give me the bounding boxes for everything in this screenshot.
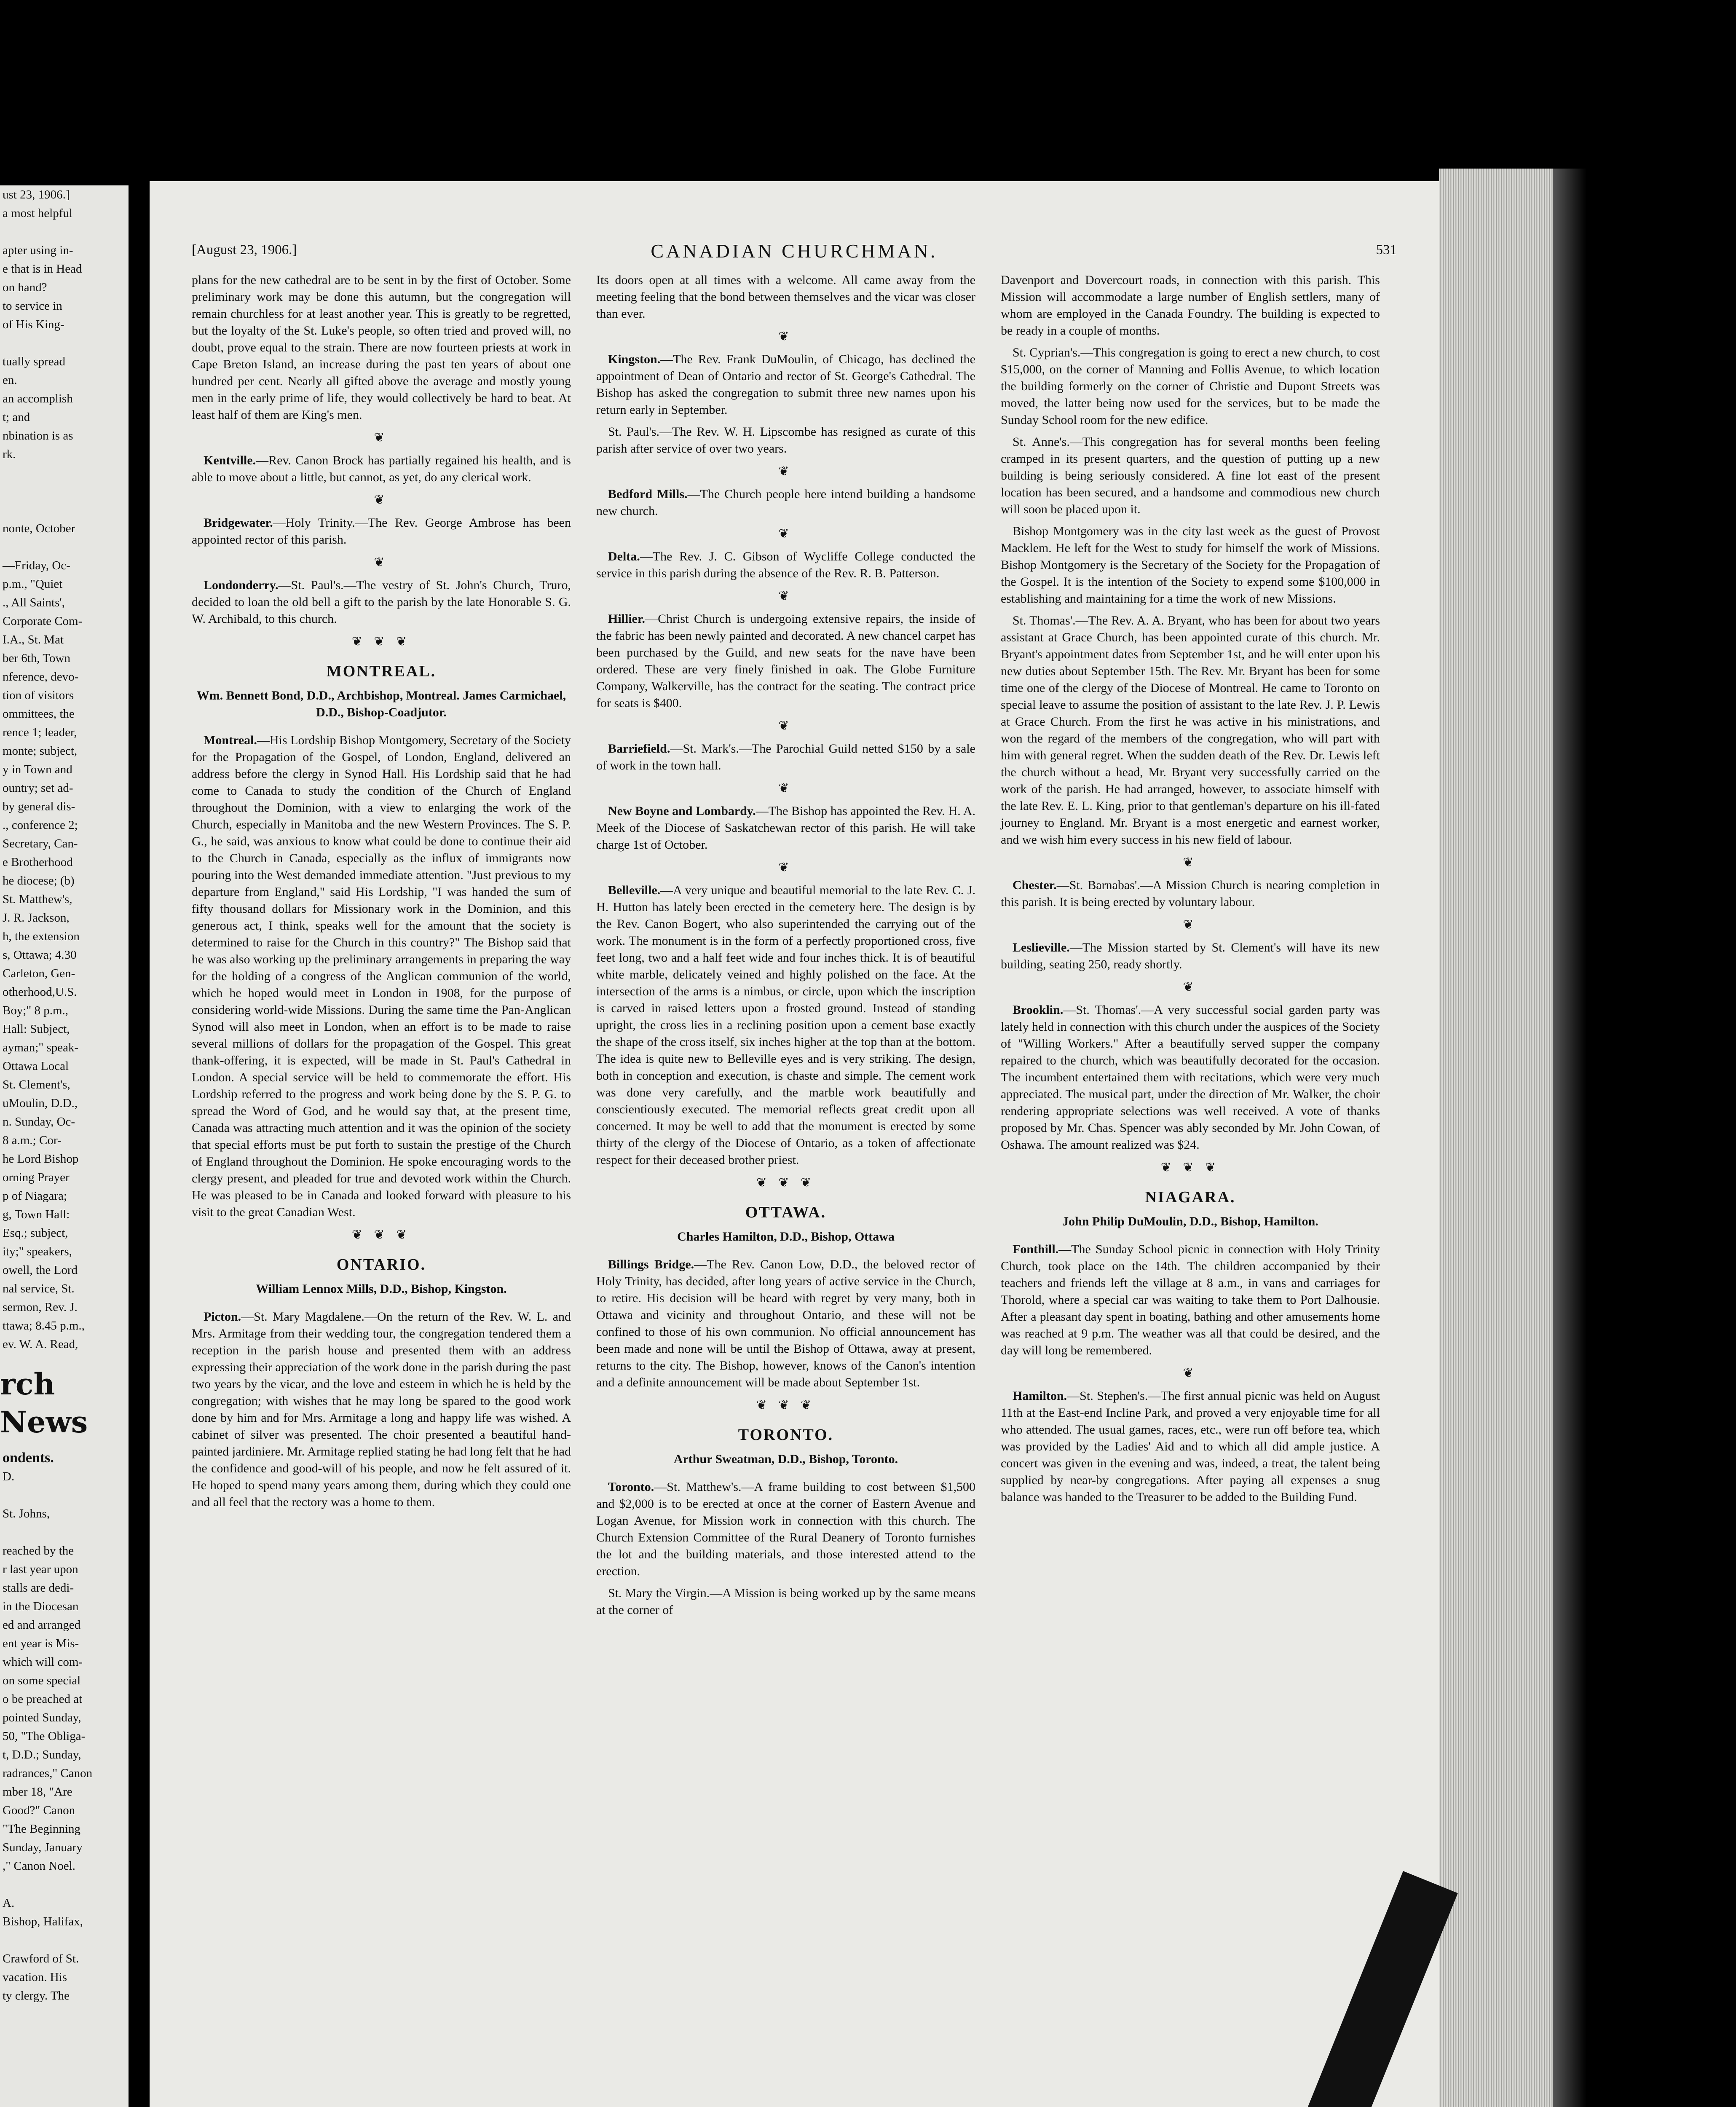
left-page-line: ttawa; 8.45 p.m., [3, 1319, 85, 1332]
left-page-fragments [0, 185, 129, 1354]
section-ornament: ❦ ❦ ❦ [1160, 1161, 1220, 1174]
news-text: —The Church people here intend building a handsome new church. [596, 487, 975, 518]
left-page-line: t; and [3, 410, 30, 424]
bishop-line-toronto: Arthur Sweatman, D.D., Bishop, Toronto. [673, 1452, 898, 1466]
news-text: —Rev. Canon Brock has partially regained his health, and is able to move about a little, but cannot, as yet, do any clerical work. [192, 453, 571, 484]
left-page-line: Good?" Canon [3, 1804, 75, 1817]
left-page-line: —Friday, Oc- [3, 559, 70, 572]
left-page-line: pointed Sunday, [3, 1711, 81, 1724]
news-item [1001, 877, 1380, 911]
news-text: —St. Mary Magdalene.—On the return of the Rev. W. L. and Mrs. Armitage from their wedding tour, the congregation tendered them a reception in the parish house and presented them with an address expressing their appreciation of the work done in the parish during the past two years by the vicar, and the love and esteem in which he is held by the congregation; with wishes that he may long be spared to the good work done by him and for Mrs. Armitage a long and happy life was wished. A cabinet of silver was presented. The choir presented a beautiful hand-painted jardiniere. Mr. Armitage replied stating he had long felt that he had the confidence and good-will of his people, and now he felt assured of it. He hoped to spend many years among them, during which they could one and all feel that the rectory was a home to them. [192, 1310, 571, 1509]
news-item [192, 515, 571, 548]
news-text: —St. Mark's.—The Parochial Guild netted $150 by a sale of work in the town hall. [596, 742, 975, 772]
news-item [596, 548, 975, 582]
left-page-line: en. [3, 373, 17, 387]
news-text: —A very unique and beautiful memorial to the late Rev. C. J. H. Hutton has lately been erected in the cemetery here. The design is by the Rev. Canon Bogert, who also superintended the carrying out of the work. The monument is in the form of a perfectly proportioned cross, five feet long, two and a half feet wide and four inches thick. It is of beautiful white marble, delicately veined and highly polished on the face. At the intersection of the arms is a nimbus, or circle, upon which the inscription is carved in raised letters upon a frosted ground. Instead of standing upright, the cross lies in a reclining position upon a cement base exactly the shape of the cross itself, six inches higher at the top than at the bottom. The idea is quite new to Belleville eyes and is very striking. The design, both in conception and execution, is chaste and simple. The cement work was done very carefully, and the marble work beautifully and conscientiously executed. The memorial reflects great credit upon all concerned. It may be well to add that the monument is erected by some thirty of the clergy of the Diocese of Ontario, as a token of affectionate respect for their deceased brother priest. [596, 883, 975, 1167]
place-name: Montreal. [204, 733, 257, 747]
place-name: Hamilton. [1013, 1389, 1067, 1403]
book-edge-shadow [1553, 169, 1586, 2107]
news-text: —St. Thomas'.—A very successful social garden party was lately held in connection with this church under the auspices of the Society of "Willing Workers." After a beautifully served supper the company repaired to the church, which was beautifully decorated for the occasion. The incumbent entertained them with recitations, which were very much appreciated. The musical part, under the direction of Mr. Walker, the choir rendering appropriate selections was well received. A vote of thanks proposed by Mr. Chas. Spencer was ably seconded by Mr. John Cowan, of Oshawa. The amount realized was $24. [1001, 1003, 1380, 1152]
place-name: Belleville. [608, 883, 661, 897]
ornament-divider: ❦ [374, 493, 389, 507]
news-item [596, 1479, 975, 1580]
left-page-line: D. [3, 1470, 15, 1483]
news-text: —St. Stephen's.—The first annual picnic was held on August 11th at the East-end Incline Park, and proved a very enjoyable time for all who attended. The usual games, races, etc., were run off before tea, which was provided by the Ladies' Aid and to which all did ample justice. A concert was given in the evening and was, indeed, a treat, the talent being supplied by near-by congregations. After paying all expenses a snug balance was handed to the Treasurer to be added to the Building Fund. [1001, 1389, 1380, 1504]
ornament-divider: ❦ [778, 719, 793, 733]
left-page-line: 8 a.m.; Cor- [3, 1134, 62, 1147]
place-name: Bedford Mills. [608, 487, 688, 501]
left-page-line: ayman;" speak- [3, 1041, 79, 1054]
left-page-line: s, Ottawa; 4.30 [3, 948, 77, 962]
news-item [596, 1256, 975, 1391]
left-page-line: tually spread [3, 355, 65, 368]
left-page-line: nal service, St. [3, 1282, 75, 1295]
left-page-line: mber 18, "Are [3, 1785, 72, 1799]
left-page-line: uMoulin, D.D., [3, 1096, 78, 1110]
news-item [192, 577, 571, 627]
left-page-line: to service in [3, 299, 62, 313]
left-page-line: on hand? [3, 281, 47, 294]
header-page-number: 531 [1376, 242, 1397, 257]
left-page-line: ountry; set ad- [3, 781, 73, 795]
left-page-line: t, D.D.; Sunday, [3, 1748, 81, 1761]
ornament-divider: ❦ [1183, 855, 1198, 869]
news-item: Bishop Montgomery was in the city last week as the guest of Provost Macklem. He left for the West to study for himself the work of Missions. Bishop Montgomery is the Secretary of the Society for the Propagation of the Gospel. It is the intention of the Society to expend some $100,000 in establishing and maintaining for a time the work of new Missions. [1001, 524, 1380, 606]
section-title-montreal: MONTREAL. [326, 662, 437, 680]
left-page-line: Hall: Subject, [3, 1022, 70, 1036]
left-page-line: Carleton, Gen- [3, 967, 75, 980]
book-fore-edge [1439, 169, 1553, 2107]
news-text: —The Rev. J. C. Gibson of Wycliffe College conducted the service in this parish during the absence of the Rev. R. B. Patterson. [596, 550, 975, 580]
left-page-line: a most helpful [3, 206, 72, 220]
ornament-divider: ❦ [778, 464, 793, 478]
news-item [1001, 1388, 1380, 1506]
left-page-line: g, Town Hall: [3, 1208, 70, 1221]
place-name: Picton. [204, 1310, 241, 1324]
left-page-line: nonte, October [3, 522, 75, 535]
left-page-line: rk. [3, 448, 16, 461]
left-page-line: St. Johns, [3, 1507, 50, 1520]
left-page-line: ity;" speakers, [3, 1245, 72, 1258]
column-1 [192, 272, 571, 1516]
left-page-line [0, 501, 129, 519]
place-name: Kingston. [608, 352, 661, 366]
bishop-line-ontario: William Lennox Mills, D.D., Bishop, Kingston. [256, 1282, 507, 1296]
left-page-line [0, 464, 129, 482]
place-name: Delta. [608, 550, 640, 563]
left-page-line: on some special [3, 1674, 81, 1687]
left-page-line [0, 1875, 129, 1894]
place-name: Londonderry. [204, 578, 279, 592]
left-page-line: e Brotherhood [3, 855, 73, 869]
news-text: —His Lordship Bishop Montgomery, Secretary of the Society for the Propagation of the Gospel, of London, England, delivered an address before the clergy in Synod Hall. His Lordship said that he had come to Canada to study the condition of the Church of England throughout the Dominion, with a view to enlarging the work of the Church, especially in Manitoba and the new Western Provinces. The S. P. G., he said, was anxious to know what could be done to continue their aid to the Church in Canada, especially as the influx of immigrants now pouring into the West demanded immediate attention. "Just previous to my departure from England," said His Lordship, "I was handed the sum of fifty thousand dollars for Missionary work in the Dominion, and this generous act, I think, speaks well for the amount that the society is determined to raise for the Church in this country?" The Bishop said that he was also working up the preliminary arrangements in preparing the way for the holding of a congress of the Anglican communion of the world, which he hoped would meet in London in 1908, for the purpose of considering world-wide Missions. During the same time the Pan-Anglican Synod will also meet in London, when an effort is to be made to raise several millions of dollars for the propagation of the Gospel. This great thank-offering, it is expected, will be made in St. Paul's Cathedral in London. A special service will be held to commemorate the effort. His Lordship referred to the progress and work being done by the S. P. G. to spread the Word of God, and he would say that, at the present time, Canada was attracting much attention and it was the opinion of the society that special efforts must be put forth to sustain the prestige of the Church of England throughout the Dominion. He spoke encouraging words to the clergy present, and pleaded for true and devoted work within the Church. He was pleased to be in Canada and looked forward with pleasure to his visit to the great Canadian West. [192, 733, 571, 1219]
left-page-line: which will com- [3, 1655, 83, 1669]
news-item [1001, 1241, 1380, 1359]
left-page-line: J. R. Jackson, [3, 911, 70, 925]
left-page-line: ev. W. A. Read, [3, 1338, 78, 1351]
news-item: St. Cyprian's.—This congregation is going to erect a new church, to cost $15,000, on the corner of Manning and Follis Avenue, to which location the building formerly on the corner of Christie and Dupont Streets was moved, the latter being now used for the services, but to be made the Sunday School room for the new edifice. [1001, 346, 1380, 427]
news-item: St. Thomas'.—The Rev. A. A. Bryant, who has been for about two years assistant at Grace Church, has been appointed curate of this church. Mr. Bryant's appointment dates from September 1st, and he will enter upon his new duties about September 15th. The Rev. Mr. Bryant has been for some time one of the clergy of the Diocese of Montreal. He came to Toronto on special leave to assume the position of assistant to the late Rev. J. P. Lewis at Grace Church. From the first he was active in his ministrations, and won the regard of the members of the congregation, who will part with him with general regret. When the sudden death of the Rev. Dr. Lewis left the church without a head, Mr. Bryant very successfully carried on the work of the parish. He had arranged, however, to associate himself with the late Rev. E. L. King, prior to that gentleman's departure on his ill-fated journey to England. Mr. Bryant is a most energetic and earnest worker, and we wish him every success in his new field of labour. [1001, 614, 1380, 847]
left-page-line: h, the extension [3, 930, 80, 943]
left-page-line [0, 1486, 129, 1504]
left-page-line: by general dis- [3, 800, 75, 813]
news-item [596, 611, 975, 712]
news-item [192, 732, 571, 1221]
section-ornament: ❦ ❦ ❦ [351, 635, 411, 649]
news-text: —Holy Trinity.—The Rev. George Ambrose has been appointed rector of this parish. [192, 516, 571, 547]
left-page-line [0, 538, 129, 556]
news-item [192, 452, 571, 486]
section-title-ontario: ONTARIO. [336, 1256, 426, 1273]
left-page-line: tion of visitors [3, 689, 74, 702]
news-text: —The Mission started by St. Clement's will have its new building, seating 250, ready shortly. [1001, 941, 1380, 971]
news-text: —The Sunday School picnic in connection with Holy Trinity Church, took place on the 14th. The children accompanied by their teachers and friends left the village at 8 a.m., in vans and carriages for Thorold, where a special car was waiting to take them to Port Dalhousie. After a pleasant day spent in boating, bathing and other amusements home was reached at 9 p.m. The weather was all that could be desired, and the day will long be remembered. [1001, 1242, 1380, 1357]
news-item: St. Paul's.—The Rev. W. H. Lipscombe has resigned as curate of this parish after service of over two years. [596, 425, 975, 456]
place-name: Billings Bridge. [608, 1257, 694, 1271]
left-page-line: ty clergy. The [3, 1989, 70, 2002]
newspaper-page [150, 181, 1439, 2107]
place-name: Barriefield. [608, 742, 670, 756]
left-page-line: o be preached at [3, 1692, 83, 1706]
news-item [596, 882, 975, 1169]
left-page-line [0, 1523, 129, 1541]
news-text: —The Rev. Frank DuMoulin, of Chicago, has declined the appointment of Dean of Ontario and rector of St. George's Cathedral. The Bishop has asked the congregation to submit three new names upon his return early in September. [596, 352, 975, 417]
left-page-line: nbination is as [3, 429, 73, 442]
ornament-divider: ❦ [778, 860, 793, 874]
ornament-divider: ❦ [374, 555, 389, 569]
left-page-line: ed and arranged [3, 1618, 81, 1632]
place-name: Brooklin. [1013, 1003, 1064, 1017]
left-page-line: he Lord Bishop [3, 1152, 79, 1166]
place-name: Toronto. [608, 1480, 654, 1494]
left-page-line [0, 1931, 129, 1949]
left-page-line: of His King- [3, 318, 64, 331]
left-page-line: apter using in- [3, 244, 73, 257]
left-page-line: Esq.; subject, [3, 1226, 68, 1240]
place-name: Fonthill. [1013, 1242, 1059, 1256]
left-page-line: owell, the Lord [3, 1263, 78, 1277]
left-page-line: Ottawa Local [3, 1059, 69, 1073]
left-page-line: rence 1; leader, [3, 726, 77, 739]
left-page-line: orning Prayer [3, 1171, 70, 1184]
left-page-line: ust 23, 1906.] [3, 188, 70, 201]
left-page-news-subheading: ondents. [3, 1450, 54, 1466]
left-page-line: ., conference 2; [3, 818, 78, 832]
section-title-toronto: TORONTO. [738, 1426, 834, 1444]
left-page-line: he diocese; (b) [3, 874, 75, 887]
left-page-line: ., All Saints', [3, 596, 65, 609]
adjacent-left-page [0, 185, 129, 2107]
left-page-line: Boy;" 8 p.m., [3, 1004, 69, 1017]
left-page-line [0, 222, 129, 241]
left-page-line: e that is in Head [3, 262, 82, 276]
section-ornament: ❦ ❦ ❦ [351, 1228, 411, 1242]
news-item [192, 1308, 571, 1511]
left-page-line: 50, "The Obliga- [3, 1729, 86, 1743]
bishop-line-niagara: John Philip DuMoulin, D.D., Bishop, Hamilton. [1062, 1214, 1318, 1228]
news-text: —St. Paul's.—The vestry of St. John's Church, Truro, decided to loan the old bell a gift to the parish by the late Honorable S. G. W. Archibald, to this church. [192, 578, 571, 626]
ornament-divider: ❦ [778, 589, 793, 603]
ornament-divider: ❦ [778, 781, 793, 795]
news-text: —St. Matthew's.—A frame building to cost between $1,500 and $2,000 is to be erected at once at the corner of Eastern Avenue and Logan Avenue, for Mission work in connection with this church. The Church Extension Committee of the Rural Deanery of Toronto furnishes the lot and the building materials, and those interested attend to the erection. [596, 1480, 975, 1578]
left-page-line: sermon, Rev. J. [3, 1300, 78, 1314]
ornament-divider: ❦ [1183, 918, 1198, 932]
left-page-line: ent year is Mis- [3, 1637, 79, 1650]
left-page-line: Bishop, Halifax, [3, 1915, 83, 1928]
news-text: —The Bishop has appointed the Rev. H. A. Meek of the Diocese of Saskatchewan rector of this parish. He will take charge 1st of October. [596, 804, 976, 852]
news-item: St. Anne's.—This congregation has for several months been feeling cramped in its present quarters, and the question of putting up a new building is being seriously considered. A fine lot east of the present location has been secured, and a handsome and commodious new church will soon be placed upon it. [1001, 435, 1380, 516]
news-item: St. Mary the Virgin.—A Mission is being worked up by the same means at the corner of [596, 1586, 975, 1617]
left-page-line: ," Canon Noel. [3, 1859, 75, 1873]
article-paragraph: Its doors open at all times with a welcome. All came away from the meeting feeling that the bond between themselves and the vicar was closer than ever. [596, 273, 975, 321]
column-3 [1001, 272, 1380, 1511]
bishop-line-ottawa: Charles Hamilton, D.D., Bishop, Ottawa [677, 1230, 895, 1244]
place-name: New Boyne and Lombardy. [608, 804, 756, 818]
news-text: —The Rev. Canon Low, D.D., the beloved rector of Holy Trinity, has decided, after long years of active service in the Church, to retire. His decision will be heard with regret by very many, both in Ottawa and vicinity and throughout Ontario, and these will not be confined to those of his own communion. No official announcement has been made and none will be until the Bishop of Ottawa, away at present, returns to the city. The Bishop, however, knows of the Canon's intention and a definite announcement will be made about September 1st. [596, 1257, 975, 1389]
ornament-divider: ❦ [1183, 1366, 1198, 1380]
ornament-divider: ❦ [1183, 980, 1198, 994]
news-item [1001, 939, 1380, 973]
left-page-line: Corporate Com- [3, 614, 83, 628]
left-page-line: radrances," Canon [3, 1767, 93, 1780]
news-text: —Christ Church is undergoing extensive repairs, the inside of the fabric has been newly painted and decorated. A new chancel carpet has been purchased by the Guild, and new seats for the nave have been ordered. These are very finely finished in oak. The Globe Furniture Company, Walkerville, has the contract for the seating. The contract price for seats is $400. [596, 612, 975, 710]
book-gutter [129, 0, 150, 2107]
left-page-line: Sunday, January [3, 1841, 83, 1854]
section-ornament: ❦ ❦ ❦ [756, 1398, 816, 1412]
left-page-line: stalls are dedi- [3, 1581, 74, 1595]
left-page-line: otherhood,U.S. [3, 985, 77, 999]
left-page-line: y in Town and [3, 763, 72, 776]
news-item [596, 486, 975, 520]
news-item [1001, 1002, 1380, 1153]
left-page-fragments-2 [0, 1467, 129, 2005]
left-page-line: Secretary, Can- [3, 837, 78, 850]
left-page-line: I.A., St. Mat [3, 633, 64, 646]
article-paragraph: plans for the new cathedral are to be sent in by the first of October. Some preliminary work may be done this autumn, but the congregation will remain churchless for at least another year. This is greatly to be regretted, but the loyalty of the St. Luke's people, so often tried and proved will, no doubt, prove equal to the strain. There are now fourteen priests at work in Cape Breton Island, an increase during the past ten years of about one hundred per cent. Nearly all gifted above the average and mostly young men in the early prime of life, they would collectively be hard to beat. At least half of them are King's men. [192, 273, 571, 422]
place-name: Leslieville. [1013, 941, 1070, 954]
header-date: [August 23, 1906.] [192, 242, 297, 257]
left-page-line: St. Clement's, [3, 1078, 70, 1091]
left-page-line: reached by the [3, 1544, 74, 1557]
left-page-line: ommittees, the [3, 707, 75, 721]
left-page-line: A. [3, 1896, 15, 1910]
left-page-line: r last year upon [3, 1563, 78, 1576]
left-page-line [0, 482, 129, 501]
left-page-news-heading: rch News [0, 1367, 88, 1440]
place-name: Kentville. [204, 453, 256, 467]
left-page-line: p of Niagara; [3, 1189, 67, 1203]
left-page-line: ber 6th, Town [3, 651, 70, 665]
left-page-line: n. Sunday, Oc- [3, 1115, 75, 1129]
left-page-line: Crawford of St. [3, 1952, 79, 1965]
page-header [192, 242, 1397, 268]
news-item [596, 803, 975, 853]
news-item [596, 740, 975, 774]
left-page-line [0, 334, 129, 352]
left-page-line: an accomplish [3, 392, 73, 405]
left-page-line: vacation. His [3, 1970, 67, 1984]
news-text: —St. Barnabas'.—A Mission Church is nearing completion in this parish. It is being erected by voluntary labour. [1001, 878, 1380, 909]
section-title-ottawa: OTTAWA. [745, 1204, 827, 1221]
ornament-divider: ❦ [778, 330, 793, 343]
header-title: CANADIAN CHURCHMAN. [651, 240, 938, 262]
ornament-divider: ❦ [778, 527, 793, 541]
ornament-divider: ❦ [374, 431, 389, 445]
left-page-line: "The Beginning [3, 1822, 81, 1836]
place-name: Bridgewater. [204, 516, 273, 530]
column-2 [596, 272, 975, 1624]
section-ornament: ❦ ❦ ❦ [756, 1176, 816, 1190]
left-page-line: monte; subject, [3, 744, 78, 758]
left-page-line: St. Matthew's, [3, 893, 72, 906]
left-page-line: nference, devo- [3, 670, 79, 684]
article-paragraph: Davenport and Dovercourt roads, in connection with this parish. This Mission will accommodate a large number of English settlers, many of whom are employed in the Canada Foundry. The building is expected to be ready in a couple of months. [1001, 273, 1380, 338]
place-name: Hillier. [608, 612, 646, 626]
news-item [596, 351, 975, 418]
left-page-line: p.m., "Quiet [3, 577, 63, 591]
bishop-line-montreal: Wm. Bennett Bond, D.D., Archbishop, Montreal. James Carmichael, D.D., Bishop-Coadjutor. [196, 689, 566, 719]
left-page-line: in the Diocesan [3, 1600, 79, 1613]
section-title-niagara: NIAGARA. [1145, 1188, 1236, 1206]
place-name: Chester. [1013, 878, 1057, 892]
